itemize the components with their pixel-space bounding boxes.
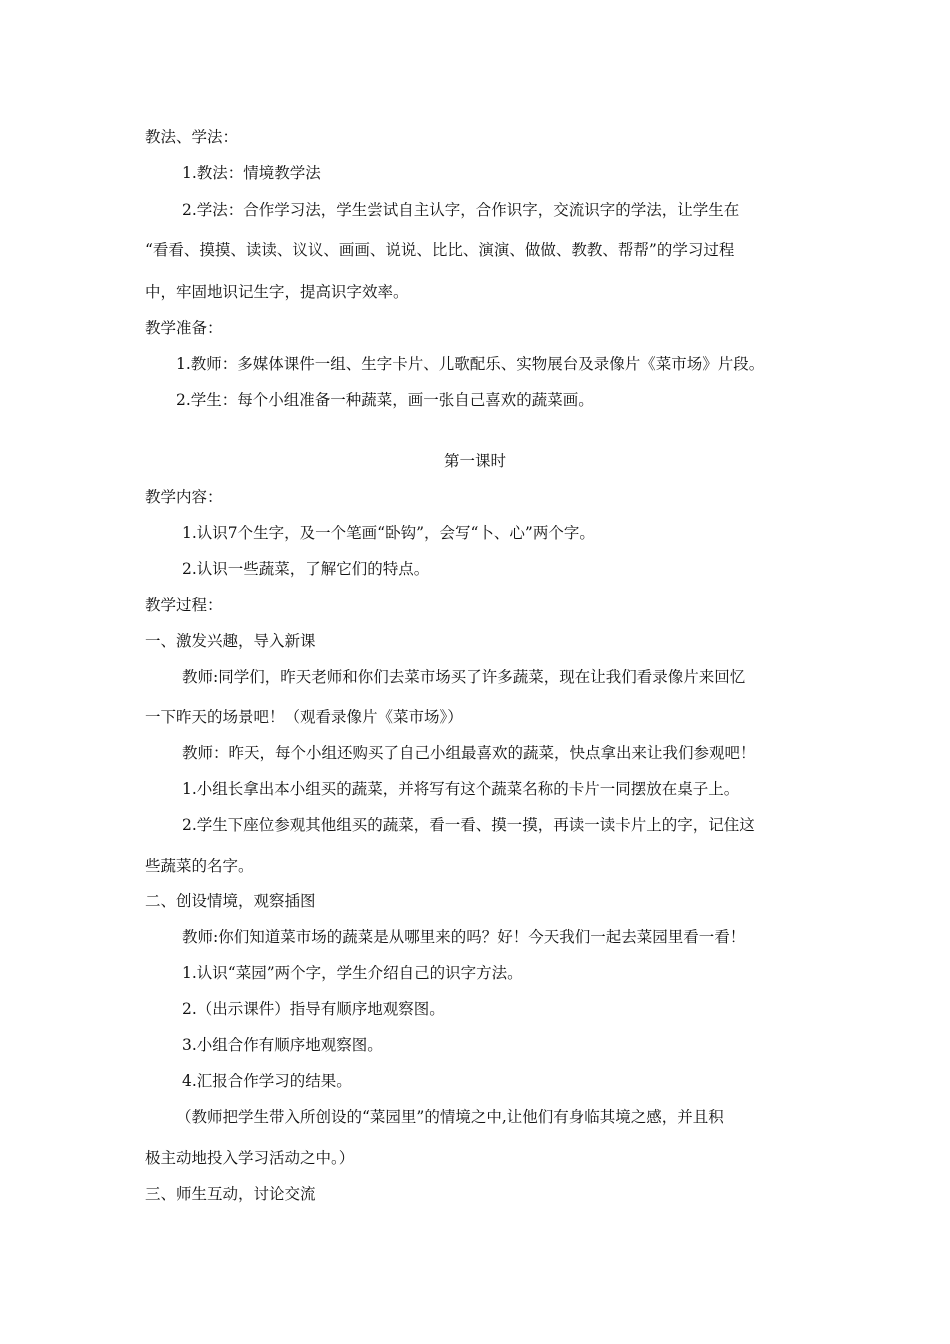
paragraph-line: 2.学生下座位参观其他组买的蔬菜，看一看、摸一摸，再读一读卡片上的字，记住这 xyxy=(182,816,755,834)
paragraph-line: “看看、摸摸、读读、议议、画画、说说、比比、演演、做做、教教、帮帮”的学习过程 xyxy=(145,241,735,259)
paragraph-line: 极主动地投入学习活动之中。） xyxy=(145,1149,355,1167)
heading-part-one: 一、激发兴趣，导入新课 xyxy=(145,632,316,650)
paragraph-line: 4.汇报合作学习的结果。 xyxy=(182,1072,352,1090)
paragraph-line: 1.教师：多媒体课件一组、生字卡片、儿歌配乐、实物展台及录像片《菜市场》片段。 xyxy=(176,355,765,373)
paragraph-line: 教师:你们知道菜市场的蔬菜是从哪里来的吗？好！今天我们一起去菜园里看一看！ xyxy=(182,928,746,946)
heading-content: 教学内容： xyxy=(145,488,223,506)
paragraph-line: 教师:同学们，昨天老师和你们去菜市场买了许多蔬菜，现在让我们看录像片来回忆 xyxy=(182,668,746,686)
paragraph-line: 1.认识7个生字，及一个笔画“卧钩”，会写“卜、心”两个字。 xyxy=(182,524,595,542)
paragraph-line: 1.认识“菜园”两个字，学生介绍自己的识字方法。 xyxy=(182,964,523,982)
heading-process: 教学过程： xyxy=(145,596,223,614)
paragraph-line: 2.学生：每个小组准备一种蔬菜，画一张自己喜欢的蔬菜画。 xyxy=(176,391,594,409)
heading-part-two: 二、创设情境，观察插图 xyxy=(145,892,316,910)
paragraph-line: 中，牢固地识记生字，提高识字效率。 xyxy=(145,283,409,301)
paragraph-line: 1.教法：情境教学法 xyxy=(182,164,321,182)
paragraph-line: 些蔬菜的名字。 xyxy=(145,857,254,875)
paragraph-line: 2.认识一些蔬菜，了解它们的特点。 xyxy=(182,560,430,578)
paragraph-line: （教师把学生带入所创设的“菜园里”的情境之中,让他们有身临其境之感，并且积 xyxy=(176,1108,724,1126)
heading-preparation: 教学准备： xyxy=(145,319,223,337)
paragraph-line: 3.小组合作有顺序地观察图。 xyxy=(182,1036,383,1054)
heading-methods: 教法、学法： xyxy=(145,128,239,146)
paragraph-line: 教师：昨天，每个小组还购买了自己小组最喜欢的蔬菜，快点拿出来让我们参观吧！ xyxy=(182,744,756,762)
heading-part-three: 三、师生互动，讨论交流 xyxy=(145,1185,316,1203)
paragraph-line: 2.学法：合作学习法，学生尝试自主认字，合作识字，交流识字的学法，让学生在 xyxy=(182,201,740,219)
paragraph-line: 一下昨天的场景吧！（观看录像片《菜市场》） xyxy=(145,708,463,726)
paragraph-line: 2.（出示课件）指导有顺序地观察图。 xyxy=(182,1000,445,1018)
section-title: 第一课时 xyxy=(443,452,506,470)
paragraph-line: 1.小组长拿出本小组买的蔬菜，并将写有这个蔬菜名称的卡片一同摆放在桌子上。 xyxy=(182,780,740,798)
